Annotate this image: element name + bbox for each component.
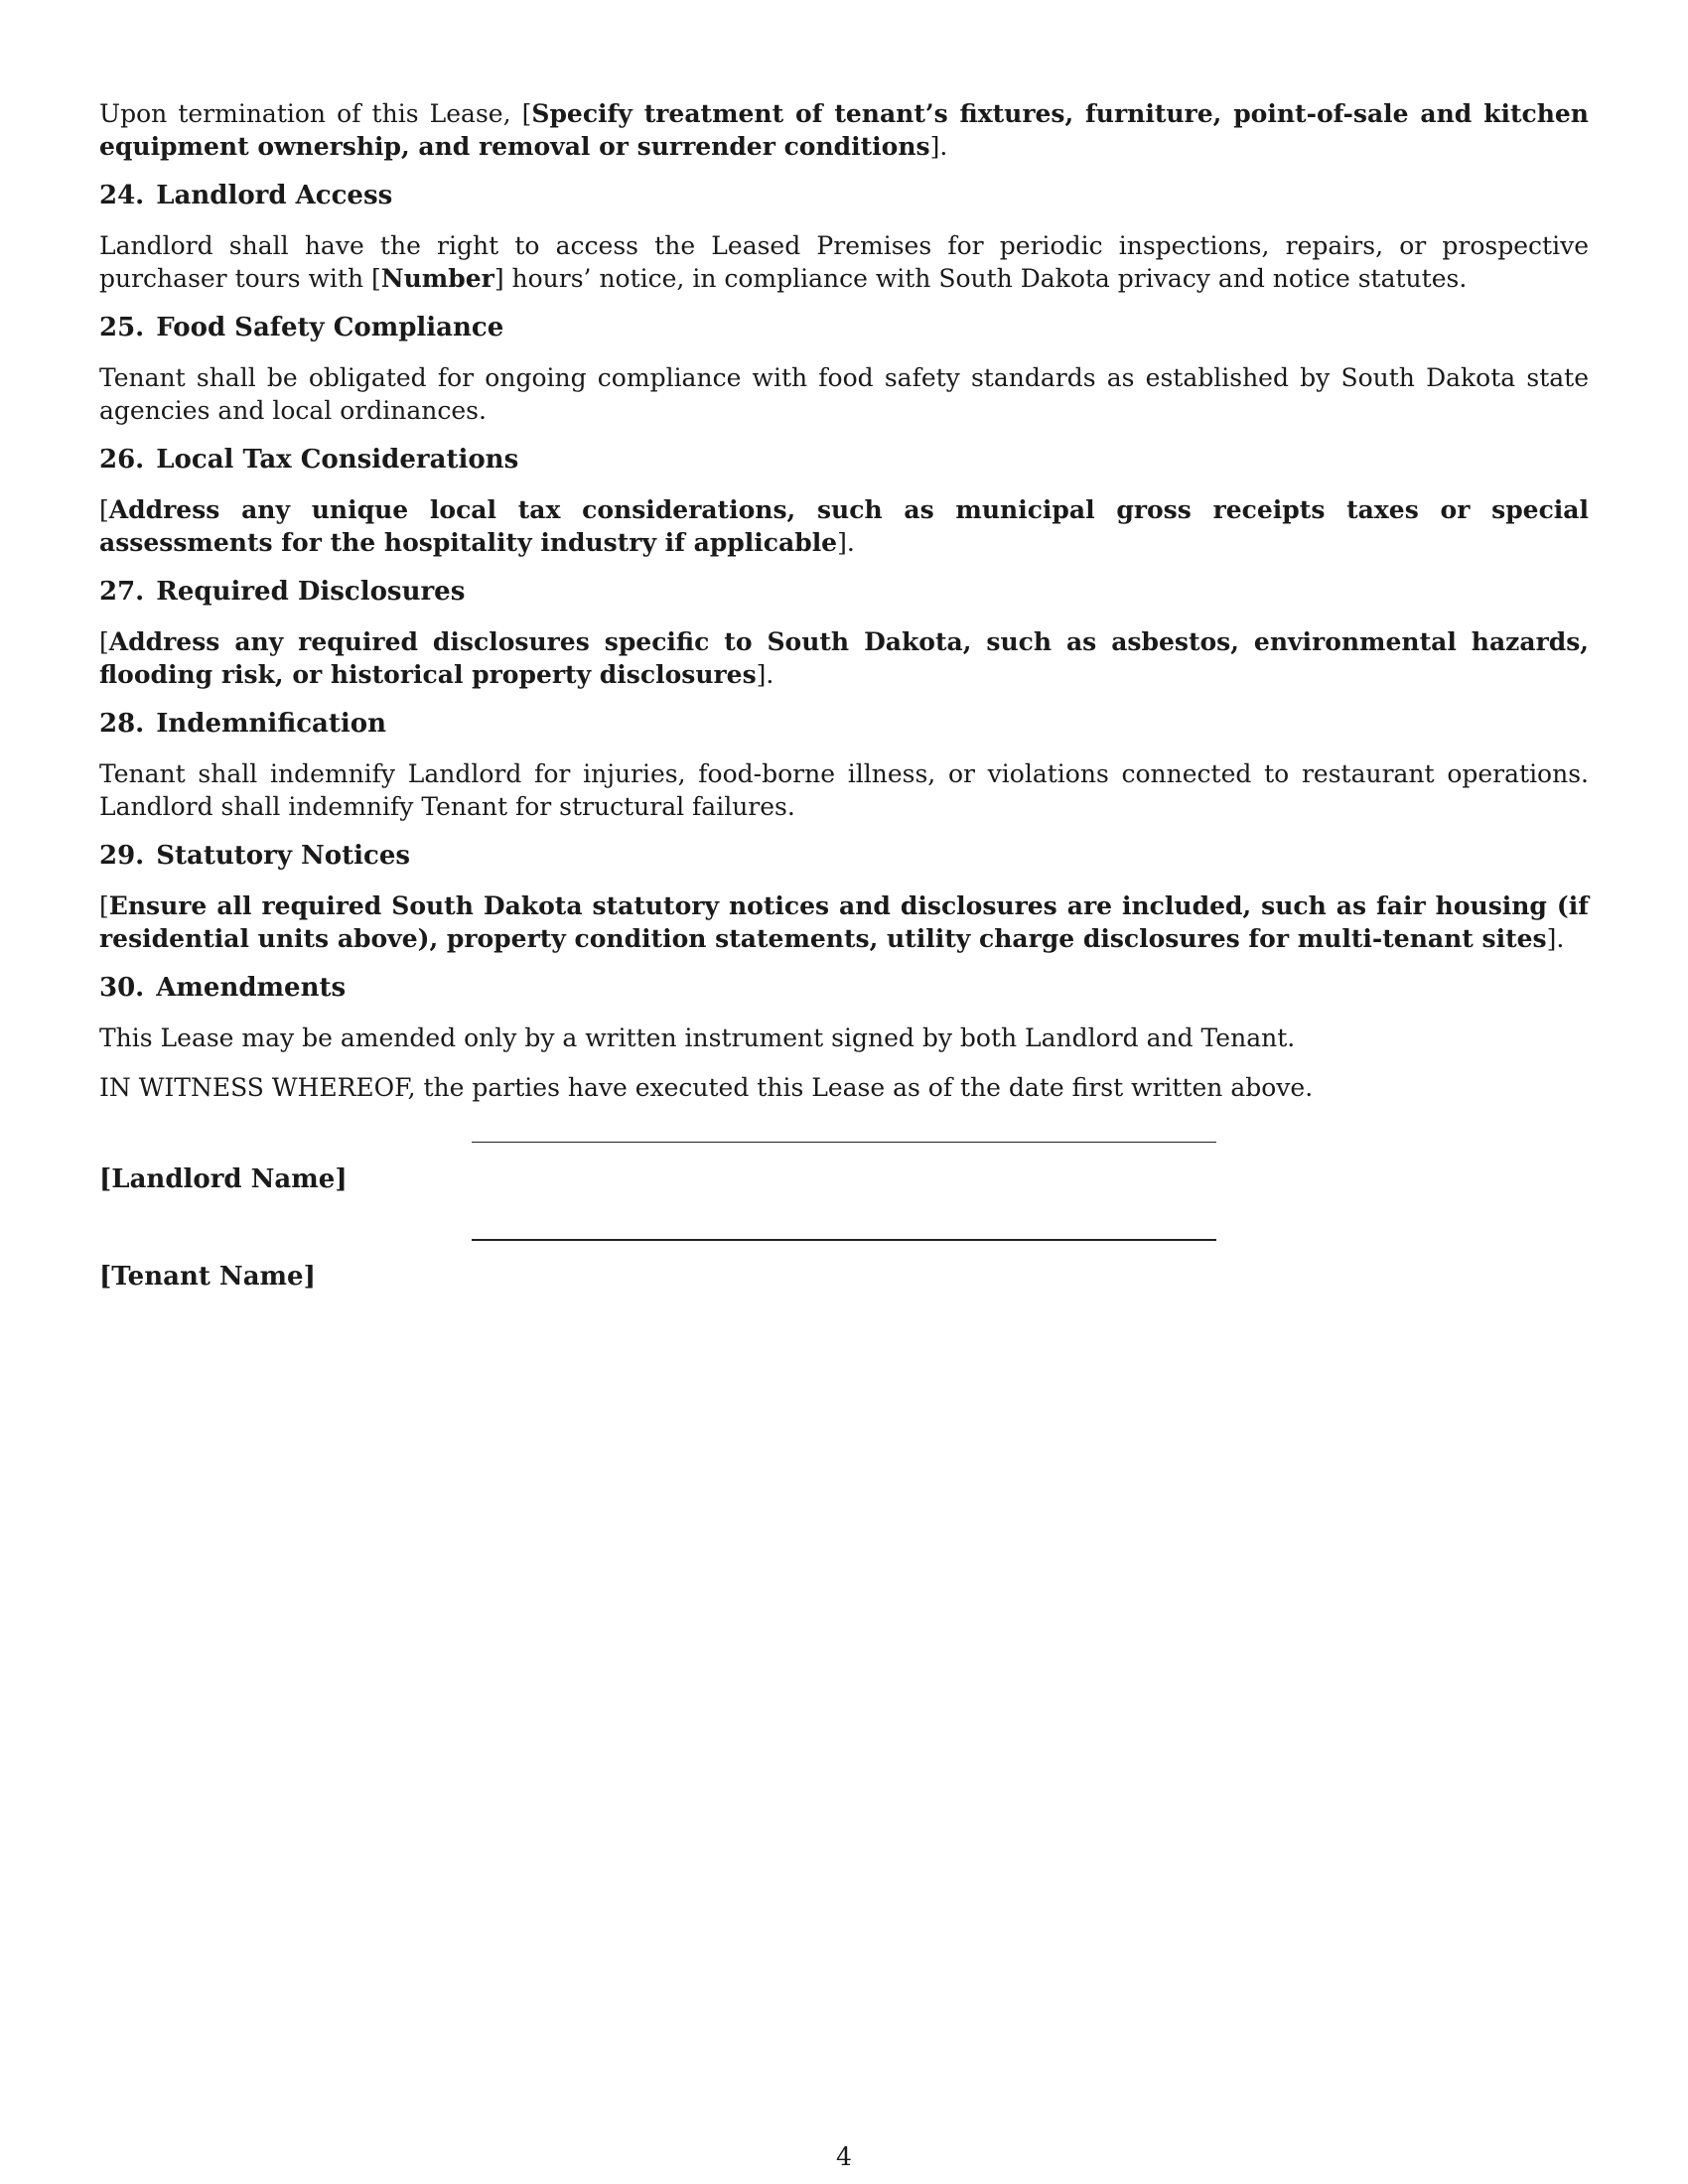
landlord-signature-line[interactable] <box>472 1142 1216 1143</box>
section-26-heading: 26. Local Tax Considerations <box>99 445 519 475</box>
statutory-notices-placeholder: Ensure all required South Dakota statutory notices and disclosures are included, such as fair housing (if residential units above), property condition statements, utility charge disclosures for multi-tenant sites <box>99 891 1589 953</box>
section-25-heading: 25. Food Safety Compliance <box>99 313 504 342</box>
tenant-name: [Tenant Name] <box>99 1262 316 1292</box>
section-25-body: Tenant shall be obligated for ongoing compliance with food safety standards as established by South Dakota state agencies and local ordinances. <box>99 363 1589 425</box>
witness-clause: IN WITNESS WHEREOF, the parties have executed this Lease as of the date first written above. <box>99 1073 1314 1102</box>
page-number: 4 <box>836 2142 852 2171</box>
landlord-name: [Landlord Name] <box>99 1164 348 1194</box>
termination-paragraph: Upon termination of this Lease, [Specify treatment of tenant’s fixtures, furniture, point-of-sale and kitchen equipment ownership, and removal or surrender conditions]. <box>99 99 1589 161</box>
section-30-heading: 30. Amendments <box>99 973 347 1003</box>
section-24-body: Landlord shall have the right to access the Leased Premises for periodic inspections, repairs, or prospective purchaser tours with [Number] hours’ notice, in compliance with South Dakota privacy and notice statutes. <box>99 231 1589 293</box>
section-26-body: [Address any unique local tax considerations, such as municipal gross receipts taxes or special assessments for the hospitality industry if applicable]. <box>99 495 1589 557</box>
disclosures-placeholder: Address any required disclosures specific to South Dakota, such as asbestos, environmental hazards, flooding risk, or historical property disclosures <box>99 627 1589 689</box>
local-tax-placeholder: Address any unique local tax considerations, such as municipal gross receipts taxes or special assessments for the hospitality industry if applicable <box>99 495 1589 557</box>
fixtures-placeholder: Specify treatment of tenant’s fixtures, furniture, point-of-sale and kitchen equipment ownership, and removal or surrender conditions <box>99 99 1589 161</box>
section-27-heading: 27. Required Disclosures <box>99 577 466 607</box>
section-24-heading: 24. Landlord Access <box>99 181 393 210</box>
section-28-body: Tenant shall indemnify Landlord for injuries, food-borne illness, or violations connected to restaurant operations. Landlord shall indemnify Tenant for structural failures. <box>99 759 1589 821</box>
landlord-signature-block <box>99 1142 1589 1241</box>
tenant-signature-line[interactable] <box>472 1239 1216 1241</box>
section-27-body: [Address any required disclosures specific to South Dakota, such as asbestos, environmental hazards, flooding risk, or historical property disclosures]. <box>99 627 1589 689</box>
notice-hours-placeholder: Number <box>380 264 494 293</box>
section-30-body: This Lease may be amended only by a written instrument signed by both Landlord and Tenant. <box>99 1024 1296 1052</box>
document-page <box>99 97 1589 1338</box>
section-29-body: [Ensure all required South Dakota statutory notices and disclosures are included, such as fair housing (if residential units above), property condition statements, utility charge disclosures for multi-tenant sites]. <box>99 891 1589 953</box>
section-29-heading: 29. Statutory Notices <box>99 841 410 871</box>
tenant-signature-block <box>99 1239 1589 1338</box>
section-28-heading: 28. Indemnification <box>99 709 387 739</box>
